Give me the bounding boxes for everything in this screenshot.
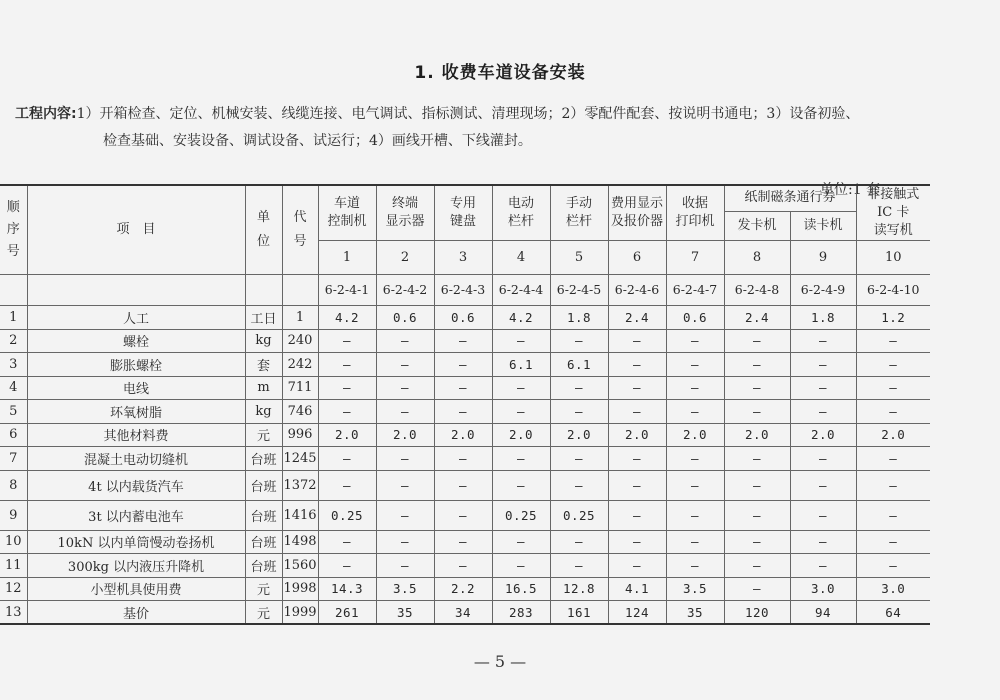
col-num-10: 10	[856, 241, 930, 275]
col-code-8: 6-2-4-8	[724, 275, 790, 306]
row-value-col-4: 6.1	[492, 353, 550, 377]
row-code: 1416	[282, 500, 318, 530]
quota-table	[0, 184, 930, 625]
row-value-col-6: –	[608, 400, 666, 424]
empty-seq-cell	[0, 275, 27, 306]
row-value-col-4: –	[492, 470, 550, 500]
row-value-col-6: –	[608, 376, 666, 400]
table-row	[0, 353, 930, 377]
col-num-7: 7	[666, 241, 724, 275]
table-row	[0, 376, 930, 400]
row-value-col-10: –	[856, 376, 930, 400]
row-value-col-10: –	[856, 500, 930, 530]
row-value-col-8: –	[724, 470, 790, 500]
row-value-col-3: –	[434, 470, 492, 500]
row-unit: kg	[245, 329, 282, 353]
row-value-col-9: –	[790, 447, 856, 471]
row-value-col-6: 124	[608, 601, 666, 625]
header-group-magnetic-ticket: 纸制磁条通行券	[724, 185, 856, 211]
row-value-col-6: –	[608, 470, 666, 500]
row-value-col-2: –	[376, 353, 434, 377]
row-value-col-1: –	[318, 554, 376, 578]
table-row	[0, 554, 930, 578]
row-value-col-2: –	[376, 554, 434, 578]
row-seq: 5	[0, 400, 27, 424]
row-value-col-4: –	[492, 376, 550, 400]
row-value-col-9: –	[790, 376, 856, 400]
row-value-col-4: –	[492, 329, 550, 353]
row-value-col-6: –	[608, 554, 666, 578]
col-code-7: 6-2-4-7	[666, 275, 724, 306]
row-value-col-5: –	[550, 447, 608, 471]
row-seq: 11	[0, 554, 27, 578]
table-row	[0, 530, 930, 554]
row-code: 711	[282, 376, 318, 400]
row-item: 300kg 以内液压升降机	[27, 554, 245, 578]
row-value-col-4: 16.5	[492, 577, 550, 601]
row-value-col-9: –	[790, 470, 856, 500]
row-value-col-5: 12.8	[550, 577, 608, 601]
table-row	[0, 306, 930, 330]
col-code-5: 6-2-4-5	[550, 275, 608, 306]
row-value-col-3: –	[434, 530, 492, 554]
row-value-col-9: 3.0	[790, 577, 856, 601]
row-value-col-6: 2.0	[608, 423, 666, 447]
row-seq: 8	[0, 470, 27, 500]
row-value-col-1: 2.0	[318, 423, 376, 447]
col-code-1: 6-2-4-1	[318, 275, 376, 306]
row-value-col-8: –	[724, 577, 790, 601]
header-col-10: 非接触式 IC 卡 读写机	[856, 185, 930, 241]
row-value-col-7: –	[666, 353, 724, 377]
row-value-col-5: 1.8	[550, 306, 608, 330]
row-item: 膨胀螺栓	[27, 353, 245, 377]
col-num-4: 4	[492, 241, 550, 275]
row-item: 3t 以内蓄电池车	[27, 500, 245, 530]
row-value-col-8: –	[724, 500, 790, 530]
header-item: 项 目	[27, 185, 245, 275]
row-value-col-7: 2.0	[666, 423, 724, 447]
row-value-col-2: –	[376, 500, 434, 530]
header-unit: 单位	[245, 185, 282, 275]
row-unit: 元	[245, 601, 282, 625]
row-value-col-5: 6.1	[550, 353, 608, 377]
row-value-col-10: –	[856, 400, 930, 424]
row-unit: 台班	[245, 554, 282, 578]
row-value-col-6: –	[608, 329, 666, 353]
row-item: 混凝土电动切缝机	[27, 447, 245, 471]
row-item: 电线	[27, 376, 245, 400]
row-value-col-2: –	[376, 376, 434, 400]
row-value-col-3: –	[434, 376, 492, 400]
row-value-col-7: –	[666, 376, 724, 400]
row-value-col-9: 1.8	[790, 306, 856, 330]
row-value-col-3: –	[434, 447, 492, 471]
header-row-names	[0, 185, 930, 211]
row-value-col-6: 2.4	[608, 306, 666, 330]
row-value-col-5: 161	[550, 601, 608, 625]
row-value-col-5: 2.0	[550, 423, 608, 447]
table-row	[0, 577, 930, 601]
header-col-9: 读卡机	[790, 211, 856, 240]
row-item: 基价	[27, 601, 245, 625]
row-value-col-1: –	[318, 400, 376, 424]
table-row	[0, 447, 930, 471]
row-value-col-8: –	[724, 329, 790, 353]
row-value-col-3: –	[434, 500, 492, 530]
col-num-8: 8	[724, 241, 790, 275]
row-value-col-5: 0.25	[550, 500, 608, 530]
col-num-1: 1	[318, 241, 376, 275]
row-code: 242	[282, 353, 318, 377]
row-item: 人工	[27, 306, 245, 330]
empty-unit-cell	[245, 275, 282, 306]
row-seq: 10	[0, 530, 27, 554]
row-item: 10kN 以内单筒慢动卷扬机	[27, 530, 245, 554]
table-row	[0, 470, 930, 500]
row-value-col-1: –	[318, 470, 376, 500]
row-value-col-8: –	[724, 353, 790, 377]
row-item: 环氧树脂	[27, 400, 245, 424]
row-value-col-4: –	[492, 400, 550, 424]
row-value-col-10: –	[856, 530, 930, 554]
row-value-col-10: –	[856, 470, 930, 500]
row-item: 螺栓	[27, 329, 245, 353]
work-content-line-2: 检查基础、安装设备、调试设备、试运行；4）画线开槽、下线灌封。	[103, 133, 532, 149]
row-value-col-8: 120	[724, 601, 790, 625]
row-value-col-10: –	[856, 353, 930, 377]
col-code-3: 6-2-4-3	[434, 275, 492, 306]
header-col-3: 专用 键盘	[434, 185, 492, 241]
row-value-col-8: –	[724, 554, 790, 578]
col-code-9: 6-2-4-9	[790, 275, 856, 306]
row-unit: 台班	[245, 500, 282, 530]
row-code: 1498	[282, 530, 318, 554]
row-seq: 7	[0, 447, 27, 471]
row-value-col-2: –	[376, 400, 434, 424]
row-unit: 工日	[245, 306, 282, 330]
work-content-line-1	[15, 101, 975, 128]
row-value-col-2: –	[376, 447, 434, 471]
row-unit: 台班	[245, 447, 282, 471]
row-value-col-4: 2.0	[492, 423, 550, 447]
row-value-col-3: 0.6	[434, 306, 492, 330]
row-value-col-1: 14.3	[318, 577, 376, 601]
row-value-col-10: –	[856, 447, 930, 471]
row-value-col-4: –	[492, 554, 550, 578]
row-seq: 2	[0, 329, 27, 353]
page-number: — 5 —	[473, 652, 527, 671]
table-row	[0, 500, 930, 530]
table-row	[0, 329, 930, 353]
row-code: 996	[282, 423, 318, 447]
row-code: 1245	[282, 447, 318, 471]
row-value-col-3: –	[434, 554, 492, 578]
row-code: 240	[282, 329, 318, 353]
header-col-5: 手动 栏杆	[550, 185, 608, 241]
row-value-col-4: 0.25	[492, 500, 550, 530]
row-seq: 4	[0, 376, 27, 400]
header-col-7: 收据 打印机	[666, 185, 724, 241]
header-col-1: 车道 控制机	[318, 185, 376, 241]
row-value-col-3: –	[434, 329, 492, 353]
row-value-col-7: 0.6	[666, 306, 724, 330]
header-col-8: 发卡机	[724, 211, 790, 240]
row-value-col-6: 4.1	[608, 577, 666, 601]
row-value-col-1: 261	[318, 601, 376, 625]
row-value-col-3: –	[434, 353, 492, 377]
row-value-col-10: 64	[856, 601, 930, 625]
row-code: 1	[282, 306, 318, 330]
row-value-col-9: –	[790, 400, 856, 424]
row-value-col-8: 2.4	[724, 306, 790, 330]
row-value-col-7: –	[666, 554, 724, 578]
row-unit: 台班	[245, 470, 282, 500]
row-value-col-4: 4.2	[492, 306, 550, 330]
row-seq: 12	[0, 577, 27, 601]
col-code-6: 6-2-4-6	[608, 275, 666, 306]
row-value-col-4: –	[492, 447, 550, 471]
row-value-col-6: –	[608, 530, 666, 554]
row-value-col-5: –	[550, 376, 608, 400]
row-value-col-3: –	[434, 400, 492, 424]
row-value-col-2: 0.6	[376, 306, 434, 330]
row-value-col-9: 2.0	[790, 423, 856, 447]
row-code: 1372	[282, 470, 318, 500]
row-value-col-10: 1.2	[856, 306, 930, 330]
row-value-col-2: –	[376, 329, 434, 353]
row-value-col-2: –	[376, 470, 434, 500]
header-col-6: 费用显示 及报价器	[608, 185, 666, 241]
row-value-col-9: 94	[790, 601, 856, 625]
row-unit: m	[245, 376, 282, 400]
header-seq: 顺序号	[0, 185, 27, 275]
empty-item-cell	[27, 275, 245, 306]
col-num-2: 2	[376, 241, 434, 275]
row-value-col-3: 34	[434, 601, 492, 625]
row-unit: 套	[245, 353, 282, 377]
header-row-codes	[0, 275, 930, 306]
page-title: 1. 收费车道设备安装	[414, 63, 586, 83]
row-unit: kg	[245, 400, 282, 424]
row-item: 4t 以内载货汽车	[27, 470, 245, 500]
row-value-col-5: –	[550, 470, 608, 500]
row-seq: 1	[0, 306, 27, 330]
row-value-col-10: 3.0	[856, 577, 930, 601]
work-content-text-1: 1）开箱检查、定位、机械安装、线缆连接、电气调试、指标测试、清理现场；2）零配件配套、按说明书通电；3）设备初验、	[76, 106, 860, 122]
header-col-4: 电动 栏杆	[492, 185, 550, 241]
row-value-col-1: –	[318, 530, 376, 554]
row-value-col-3: 2.2	[434, 577, 492, 601]
row-value-col-9: –	[790, 329, 856, 353]
row-value-col-5: –	[550, 554, 608, 578]
row-value-col-7: –	[666, 500, 724, 530]
row-value-col-1: –	[318, 353, 376, 377]
row-value-col-10: –	[856, 554, 930, 578]
row-value-col-7: –	[666, 470, 724, 500]
row-seq: 6	[0, 423, 27, 447]
row-value-col-5: –	[550, 530, 608, 554]
row-value-col-5: –	[550, 329, 608, 353]
empty-code-cell	[282, 275, 318, 306]
row-seq: 13	[0, 601, 27, 625]
row-value-col-1: –	[318, 447, 376, 471]
table-row	[0, 601, 930, 625]
col-code-4: 6-2-4-4	[492, 275, 550, 306]
header-col-2: 终端 显示器	[376, 185, 434, 241]
table-row	[0, 400, 930, 424]
row-item: 其他材料费	[27, 423, 245, 447]
row-value-col-7: –	[666, 447, 724, 471]
work-content-label: 工程内容:	[15, 106, 77, 122]
row-value-col-7: 35	[666, 601, 724, 625]
row-code: 1560	[282, 554, 318, 578]
row-unit: 元	[245, 423, 282, 447]
row-value-col-1: –	[318, 329, 376, 353]
row-seq: 9	[0, 500, 27, 530]
row-item: 小型机具使用费	[27, 577, 245, 601]
row-value-col-7: 3.5	[666, 577, 724, 601]
row-unit: 台班	[245, 530, 282, 554]
col-code-2: 6-2-4-2	[376, 275, 434, 306]
row-value-col-9: –	[790, 500, 856, 530]
col-num-3: 3	[434, 241, 492, 275]
row-value-col-3: 2.0	[434, 423, 492, 447]
row-value-col-1: 4.2	[318, 306, 376, 330]
row-value-col-6: –	[608, 500, 666, 530]
row-value-col-8: –	[724, 447, 790, 471]
col-num-5: 5	[550, 241, 608, 275]
row-value-col-8: –	[724, 376, 790, 400]
row-value-col-7: –	[666, 400, 724, 424]
row-value-col-9: –	[790, 530, 856, 554]
row-value-col-9: –	[790, 554, 856, 578]
row-value-col-10: 2.0	[856, 423, 930, 447]
row-value-col-10: –	[856, 329, 930, 353]
row-value-col-2: –	[376, 530, 434, 554]
row-value-col-8: –	[724, 530, 790, 554]
row-unit: 元	[245, 577, 282, 601]
row-code: 1998	[282, 577, 318, 601]
col-num-6: 6	[608, 241, 666, 275]
row-value-col-7: –	[666, 329, 724, 353]
row-value-col-4: 283	[492, 601, 550, 625]
col-num-9: 9	[790, 241, 856, 275]
row-value-col-8: –	[724, 400, 790, 424]
row-value-col-4: –	[492, 530, 550, 554]
row-value-col-9: –	[790, 353, 856, 377]
row-code: 746	[282, 400, 318, 424]
work-content	[15, 101, 975, 155]
row-value-col-7: –	[666, 530, 724, 554]
table-row	[0, 423, 930, 447]
row-value-col-6: –	[608, 353, 666, 377]
row-seq: 3	[0, 353, 27, 377]
row-value-col-8: 2.0	[724, 423, 790, 447]
row-value-col-2: 3.5	[376, 577, 434, 601]
header-code: 代号	[282, 185, 318, 275]
row-value-col-2: 35	[376, 601, 434, 625]
quota-table-body	[0, 306, 930, 625]
col-code-10: 6-2-4-10	[856, 275, 930, 306]
unit-note: 单位:1 套	[820, 182, 881, 198]
row-value-col-6: –	[608, 447, 666, 471]
row-code: 1999	[282, 601, 318, 625]
row-value-col-1: –	[318, 376, 376, 400]
row-value-col-5: –	[550, 400, 608, 424]
row-value-col-1: 0.25	[318, 500, 376, 530]
row-value-col-2: 2.0	[376, 423, 434, 447]
